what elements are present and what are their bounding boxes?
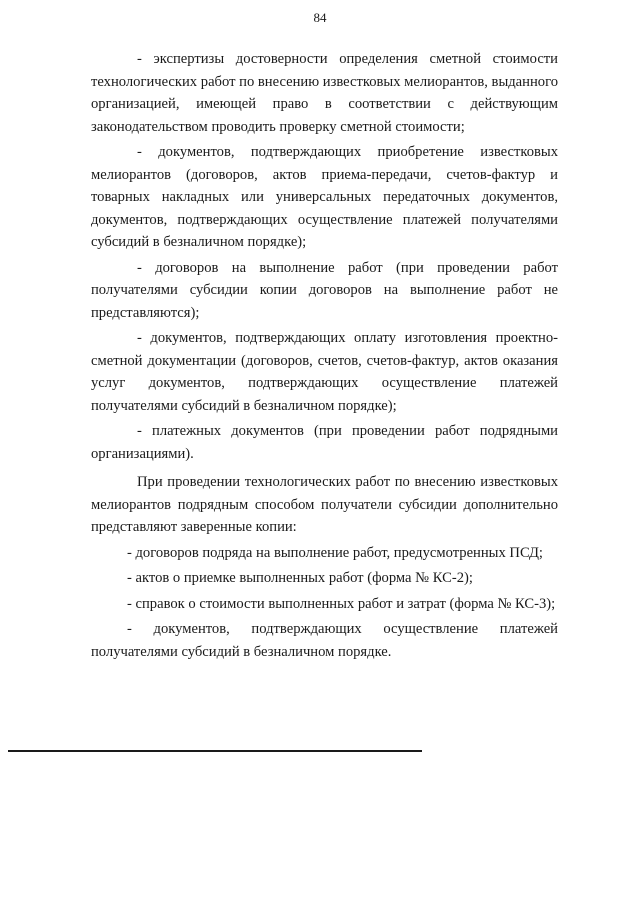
list-item-contracts: - договоров подряда на выполнение работ, предусмотренных ПСД; — [127, 544, 543, 561]
paragraph-payment-documents: - платежных документов (при проведении работ подрядными организациями). — [91, 423, 558, 462]
paragraph-expertise: - экспертизы достоверности определения сметной стоимости технологических работ по внесению известковых мелиорантов, выданного организацией, имеющей право в соответствии с действующим законодательством проводить проверку сметной стоимости; — [91, 51, 558, 135]
list-item-acts-ks2: - актов о приемке выполненных работ (форма № КС-2); — [127, 570, 473, 586]
document-body — [91, 48, 558, 663]
page-number: 84 — [313, 10, 327, 25]
list-item-payment-confirmation: - документов, подтверждающих осуществление платежей получателями субсидий в безналичном порядке. — [91, 621, 558, 660]
paragraph-contractor-method: При проведении технологических работ по внесению известковых мелиорантов подрядным способом получатели субсидии дополнительно представляют заверенные копии: — [91, 474, 558, 535]
paragraph-design-documentation: - документов, подтверждающих оплату изготовления проектно-сметной документации (договоров, счетов, счетов-фактур, актов оказания услуг документов, подтверждающих осуществление платежей получателями субсидий в безналичном порядке); — [91, 330, 558, 414]
list-item-certificates-ks3: - справок о стоимости выполненных работ и затрат (форма № КС-3); — [127, 595, 556, 612]
paragraph-work-contracts: - договоров на выполнение работ (при проведении работ получателями субсидии копии договоров на выполнение работ не представляются); — [91, 259, 558, 321]
paragraph-purchase-documents: - документов, подтверждающих приобретение известковых мелиорантов (договоров, актов приема-передачи, счетов-фактур и товарных накладных или универсальных передаточных документов, документов, подтверждающих осуществление платежей получателями субсидий в безналичном порядке); — [91, 144, 558, 250]
horizontal-rule — [8, 750, 422, 752]
